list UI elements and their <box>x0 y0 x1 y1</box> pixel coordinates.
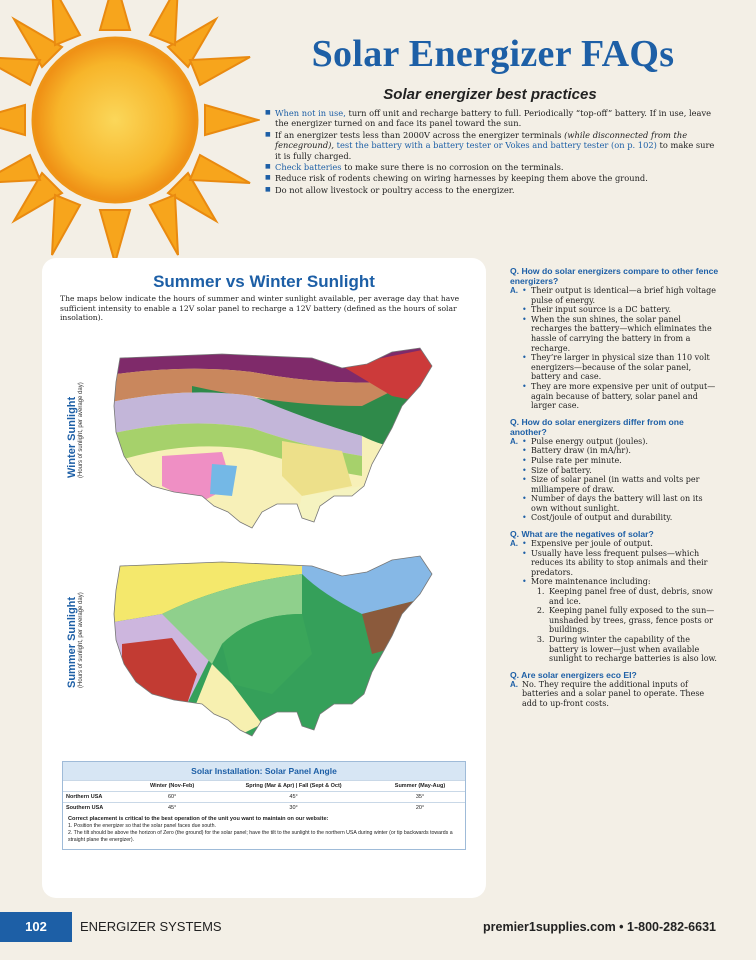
best-practice-link[interactable]: Check batteries <box>275 162 342 173</box>
winter-map-label: Winter Sunlight (Hours of sunlight, per average day) <box>66 382 84 478</box>
faq-answer: A. No. They require the additional inputs of batteries and a solar panel to operate. These add to up-front costs. <box>510 679 705 708</box>
list-item: ■ Check batteries to make sure there is no corrosion on the terminals. <box>265 162 715 172</box>
best-practices-list <box>265 108 715 196</box>
contact-info[interactable]: premier1supplies.com • 1-800-282-6631 <box>483 920 716 934</box>
sunlight-card-intro: The maps below indicate the hours of summer and winter sunlight available, per average day that have sufficient intensity to enable a 12V solar panel to recharge a 12V battery (defined as the hours of solar insolation). <box>60 294 460 323</box>
list-item: ■ When not in use, turn off unit and recharge battery to full. Periodically “top-off” battery. If in use, leave the energizer turned on and face its panel toward the sun. <box>265 108 715 129</box>
page-title: Solar Energizer FAQs <box>311 33 675 75</box>
section-name: ENERGIZER SYSTEMS <box>80 919 222 934</box>
tilt-table-title: Solar Installation: Solar Panel Angle <box>63 762 465 780</box>
best-practices-heading: Solar energizer best practices <box>383 86 597 103</box>
battery-tester-link[interactable]: test the battery with a battery tester or Vokes and battery tester (on p. 102) <box>334 140 657 151</box>
sunlight-card-title: Summer vs Winter Sunlight <box>153 272 375 291</box>
list-item: ■ Do not allow livestock or poultry access to the energizer. <box>265 185 715 195</box>
faq-answer: A. • Their output is identical—a brief high voltage pulse of energy. • Their input source is a DC battery. • When the sun shines, the solar panel recharges the battery—which eliminates the hassle of carrying the battery in from a recharge. • They’re larger in physical size than 110 volt energizers—because of the solar panel, battery and case. • They are more expensive per unit of output—again because of battery, solar panel and larger case. <box>510 286 720 411</box>
solar-panel-angle-table <box>62 761 466 850</box>
page-footer <box>0 912 756 942</box>
sun-illustration <box>0 0 260 265</box>
faq-question: Q. How do solar energizers differ from one another? <box>510 416 684 437</box>
faq-column <box>510 266 720 709</box>
list-item: ■ Reduce risk of rodents chewing on wiring harnesses by keeping them above the ground. <box>265 173 715 183</box>
summer-map-label: Summer Sunlight (Hours of sunlight, per average day) <box>66 592 84 688</box>
table-row: Northern USA 60° 45° 35° <box>63 792 465 803</box>
table-row: Southern USA 45° 30° 20° <box>63 803 465 814</box>
faq-answer: A. • Pulse energy output (joules). • Battery draw (in mA/hr). • Pulse rate per minute. • Size of battery. • Size of solar panel (in watts and volts per milliampere of draw. • Number of days the battery will last on its own without sunlight. • Cost/joule of output and durability. <box>510 437 720 523</box>
faq-question: Q. Are solar energizers eco EI? <box>510 669 637 680</box>
summer-sunlight-map <box>102 554 442 744</box>
faq-question: Q. How do solar energizers compare to other fence energizers? <box>510 266 719 286</box>
winter-sunlight-map <box>102 346 442 536</box>
tilt-table-notes: Correct placement is critical to the best operation of the unit you want to maintain on our website: 1. Position the energizer so that the solar panel faces due south. 2. The tilt should be above the horizon of Zero (the ground) for the solar panel; have the tilt to the sunlight to the northern USA during winter (or tip backwards towards a straight plane the energizer). <box>68 816 453 843</box>
list-item: ■ If an energizer tests less than 2000V across the energizer terminals (while disconnected from the fenceground), test the battery with a battery tester or Vokes and battery tester (on p. 102) to make sure it is fully charged. <box>265 130 715 161</box>
table-header-row: Winter (Nov-Feb) Spring (Mar & Apr) | Fall (Sept & Oct) Summer (May-Aug) <box>63 781 465 792</box>
faq-question: Q. What are the negatives of solar? <box>510 529 654 540</box>
best-practice-link[interactable]: When not in use, <box>275 108 346 118</box>
page-number: 102 <box>0 912 72 942</box>
sunlight-card <box>42 258 486 898</box>
faq-answer: A. • Expensive per joule of output. • Usually have less frequent pulses—which reduces its ability to stop animals and their predators. • More maintenance including: 1. Keeping panel free of dust, debris, snow and ice. 2. Keeping panel fully exposed to the sun—unshaded by trees, grass, fence posts or buildings. 3. During winter the capability of the battery is lower—just when available sunlight to recharge batteries is also low. <box>510 539 720 664</box>
